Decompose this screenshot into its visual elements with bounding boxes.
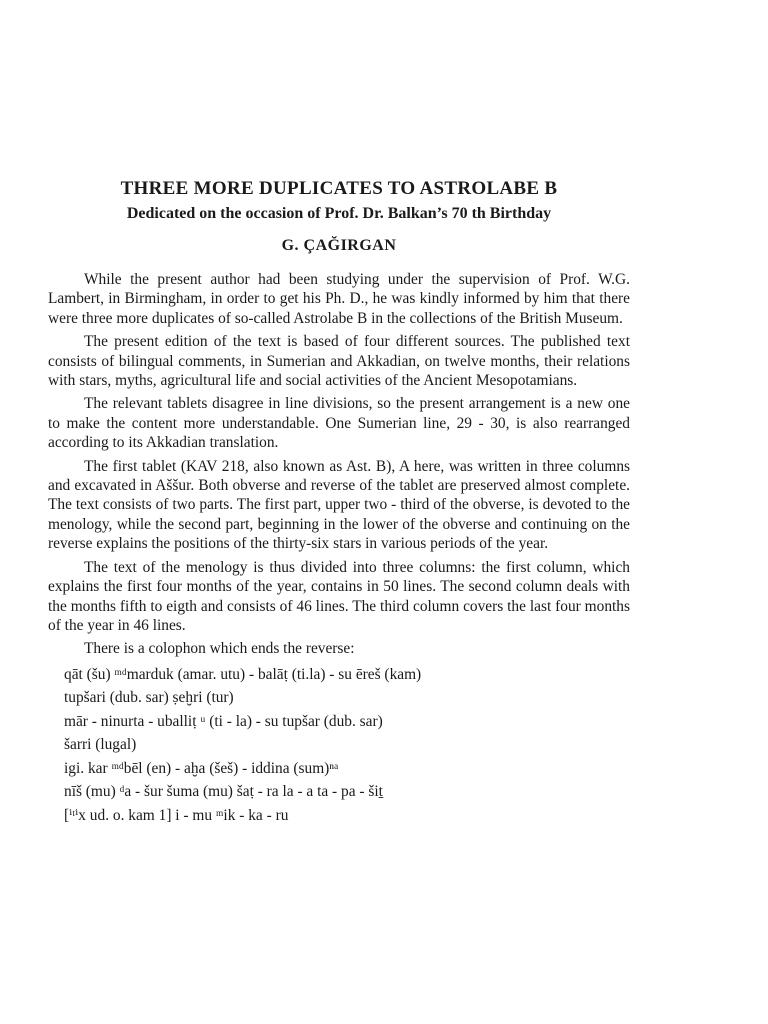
- colophon-line: [ⁱᵗⁱx ud. o. kam 1] i - mu ᵐik - ka - ru: [64, 806, 289, 824]
- colophon-line: šarri (lugal): [64, 736, 137, 754]
- paragraph: The relevant tablets disagree in line divisions, so the present arrangement is a new one to make the content more understandable. One Sumerian line, 29 - 30, is also rearranged according to its Akkadian translation.: [48, 395, 630, 452]
- paragraph: The first tablet (KAV 218, also known as Ast. B), A here, was written in three columns and excavated in Aššur. Both obverse and reverse of the tablet are preserved almost complete. The text consists of two parts. The first part, upper two - third of the obverse, is devoted to the menology, while the second part, beginning in the lower of the obverse and continuing on the reverse explains the positions of the thirty-six stars in various periods of the year.: [48, 457, 630, 553]
- colophon-transliteration: [48, 663, 630, 828]
- paragraph: The text of the menology is thus divided into three columns: the first column, which explains the first four months of the year, contains in 50 lines. The second column deals with the months fifth to eigth and consists of 46 lines. The third column covers the last four months of the year in 46 lines.: [48, 558, 630, 634]
- colophon-line: mār - ninurta - uballiṭ ᵘ (ti - la) - su tupšar (dub. sar): [64, 712, 383, 730]
- paragraph: While the present author had been studying under the supervision of Prof. W.G. Lambert, in Birmingham, in order to get his Ph. D., he was kindly informed by him that there were three more duplicates of so-called Astrolabe B in the collections of the British Museum.: [48, 271, 630, 327]
- colophon-line: tupšari (dub. sar) ṣeḫri (tur): [64, 689, 234, 707]
- article-body: [48, 270, 630, 827]
- colophon-intro: There is a colophon which ends the reverse:: [84, 640, 355, 658]
- paper-page: [48, 176, 630, 827]
- colophon-line: nīš (mu) ᵈa - šur šuma (mu) šaṭ - ra la - a ta - pa - šiṯ: [64, 783, 383, 801]
- dedication-line: Dedicated on the occasion of Prof. Dr. Balkan’s 70 th Birthday: [126, 205, 552, 222]
- author-name: G. ÇAĞIRGAN: [281, 237, 397, 254]
- paper-title: THREE MORE DUPLICATES TO ASTROLABE B: [120, 178, 558, 199]
- colophon-line: igi. kar ᵐᵈbēl (en) - aḫa (šeš) - iddina (sum)ⁿᵃ: [64, 759, 339, 777]
- colophon-line: qāt (šu) ᵐᵈmarduk (amar. utu) - balāṭ (ti.la) - su ēreš (kam): [64, 665, 422, 683]
- paragraph: The present edition of the text is based of four different sources. The published text consists of bilingual comments, in Sumerian and Akkadian, on twelve months, their relations with stars, myths, agricultural life and social activities of the Ancient Mesopotamians.: [48, 333, 630, 390]
